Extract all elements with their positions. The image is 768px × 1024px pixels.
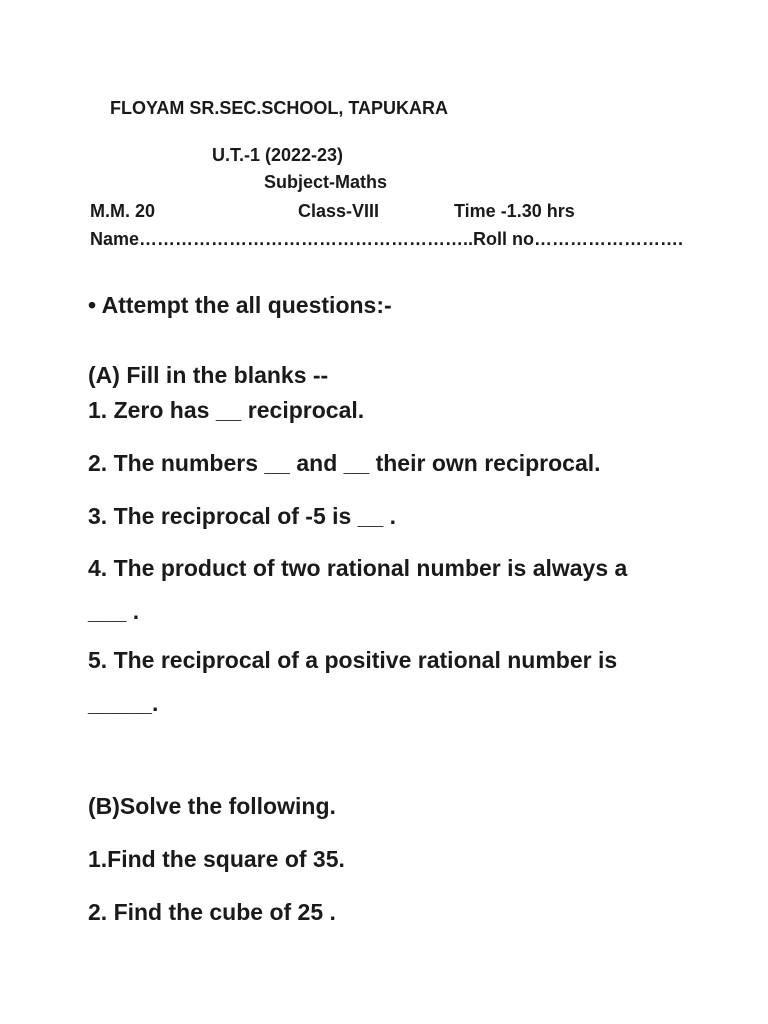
max-marks: M.M. 20 bbox=[90, 201, 156, 221]
instructions: • Attempt the all questions:- bbox=[88, 292, 392, 318]
question-a3: 3. The reciprocal of -5 is __ . bbox=[88, 503, 397, 529]
question-a5-blank: _____. bbox=[88, 690, 159, 716]
subject-title: Subject-Maths bbox=[264, 172, 388, 192]
class-label: Class-VIII bbox=[298, 201, 380, 221]
unit-test-title: U.T.-1 (2022-23) bbox=[212, 145, 344, 165]
question-a1: 1. Zero has __ reciprocal. bbox=[88, 397, 365, 423]
question-a5: 5. The reciprocal of a positive rational number is bbox=[88, 647, 618, 673]
school-name: FLOYAM SR.SEC.SCHOOL, TAPUKARA bbox=[110, 98, 449, 118]
question-b2: 2. Find the cube of 25 . bbox=[88, 899, 336, 925]
section-a-title: (A) Fill in the blanks -- bbox=[88, 362, 329, 388]
name-roll-line: Name………………………………………………..Roll no……………………. bbox=[90, 229, 684, 249]
section-b-title: (B)Solve the following. bbox=[88, 793, 336, 819]
question-a4-blank: ___ . bbox=[88, 598, 140, 624]
question-b1: 1.Find the square of 35. bbox=[88, 846, 345, 872]
question-a4: 4. The product of two rational number is always a bbox=[88, 555, 628, 581]
question-a2: 2. The numbers __ and __ their own reciprocal. bbox=[88, 450, 601, 476]
time-label: Time -1.30 hrs bbox=[454, 201, 575, 221]
